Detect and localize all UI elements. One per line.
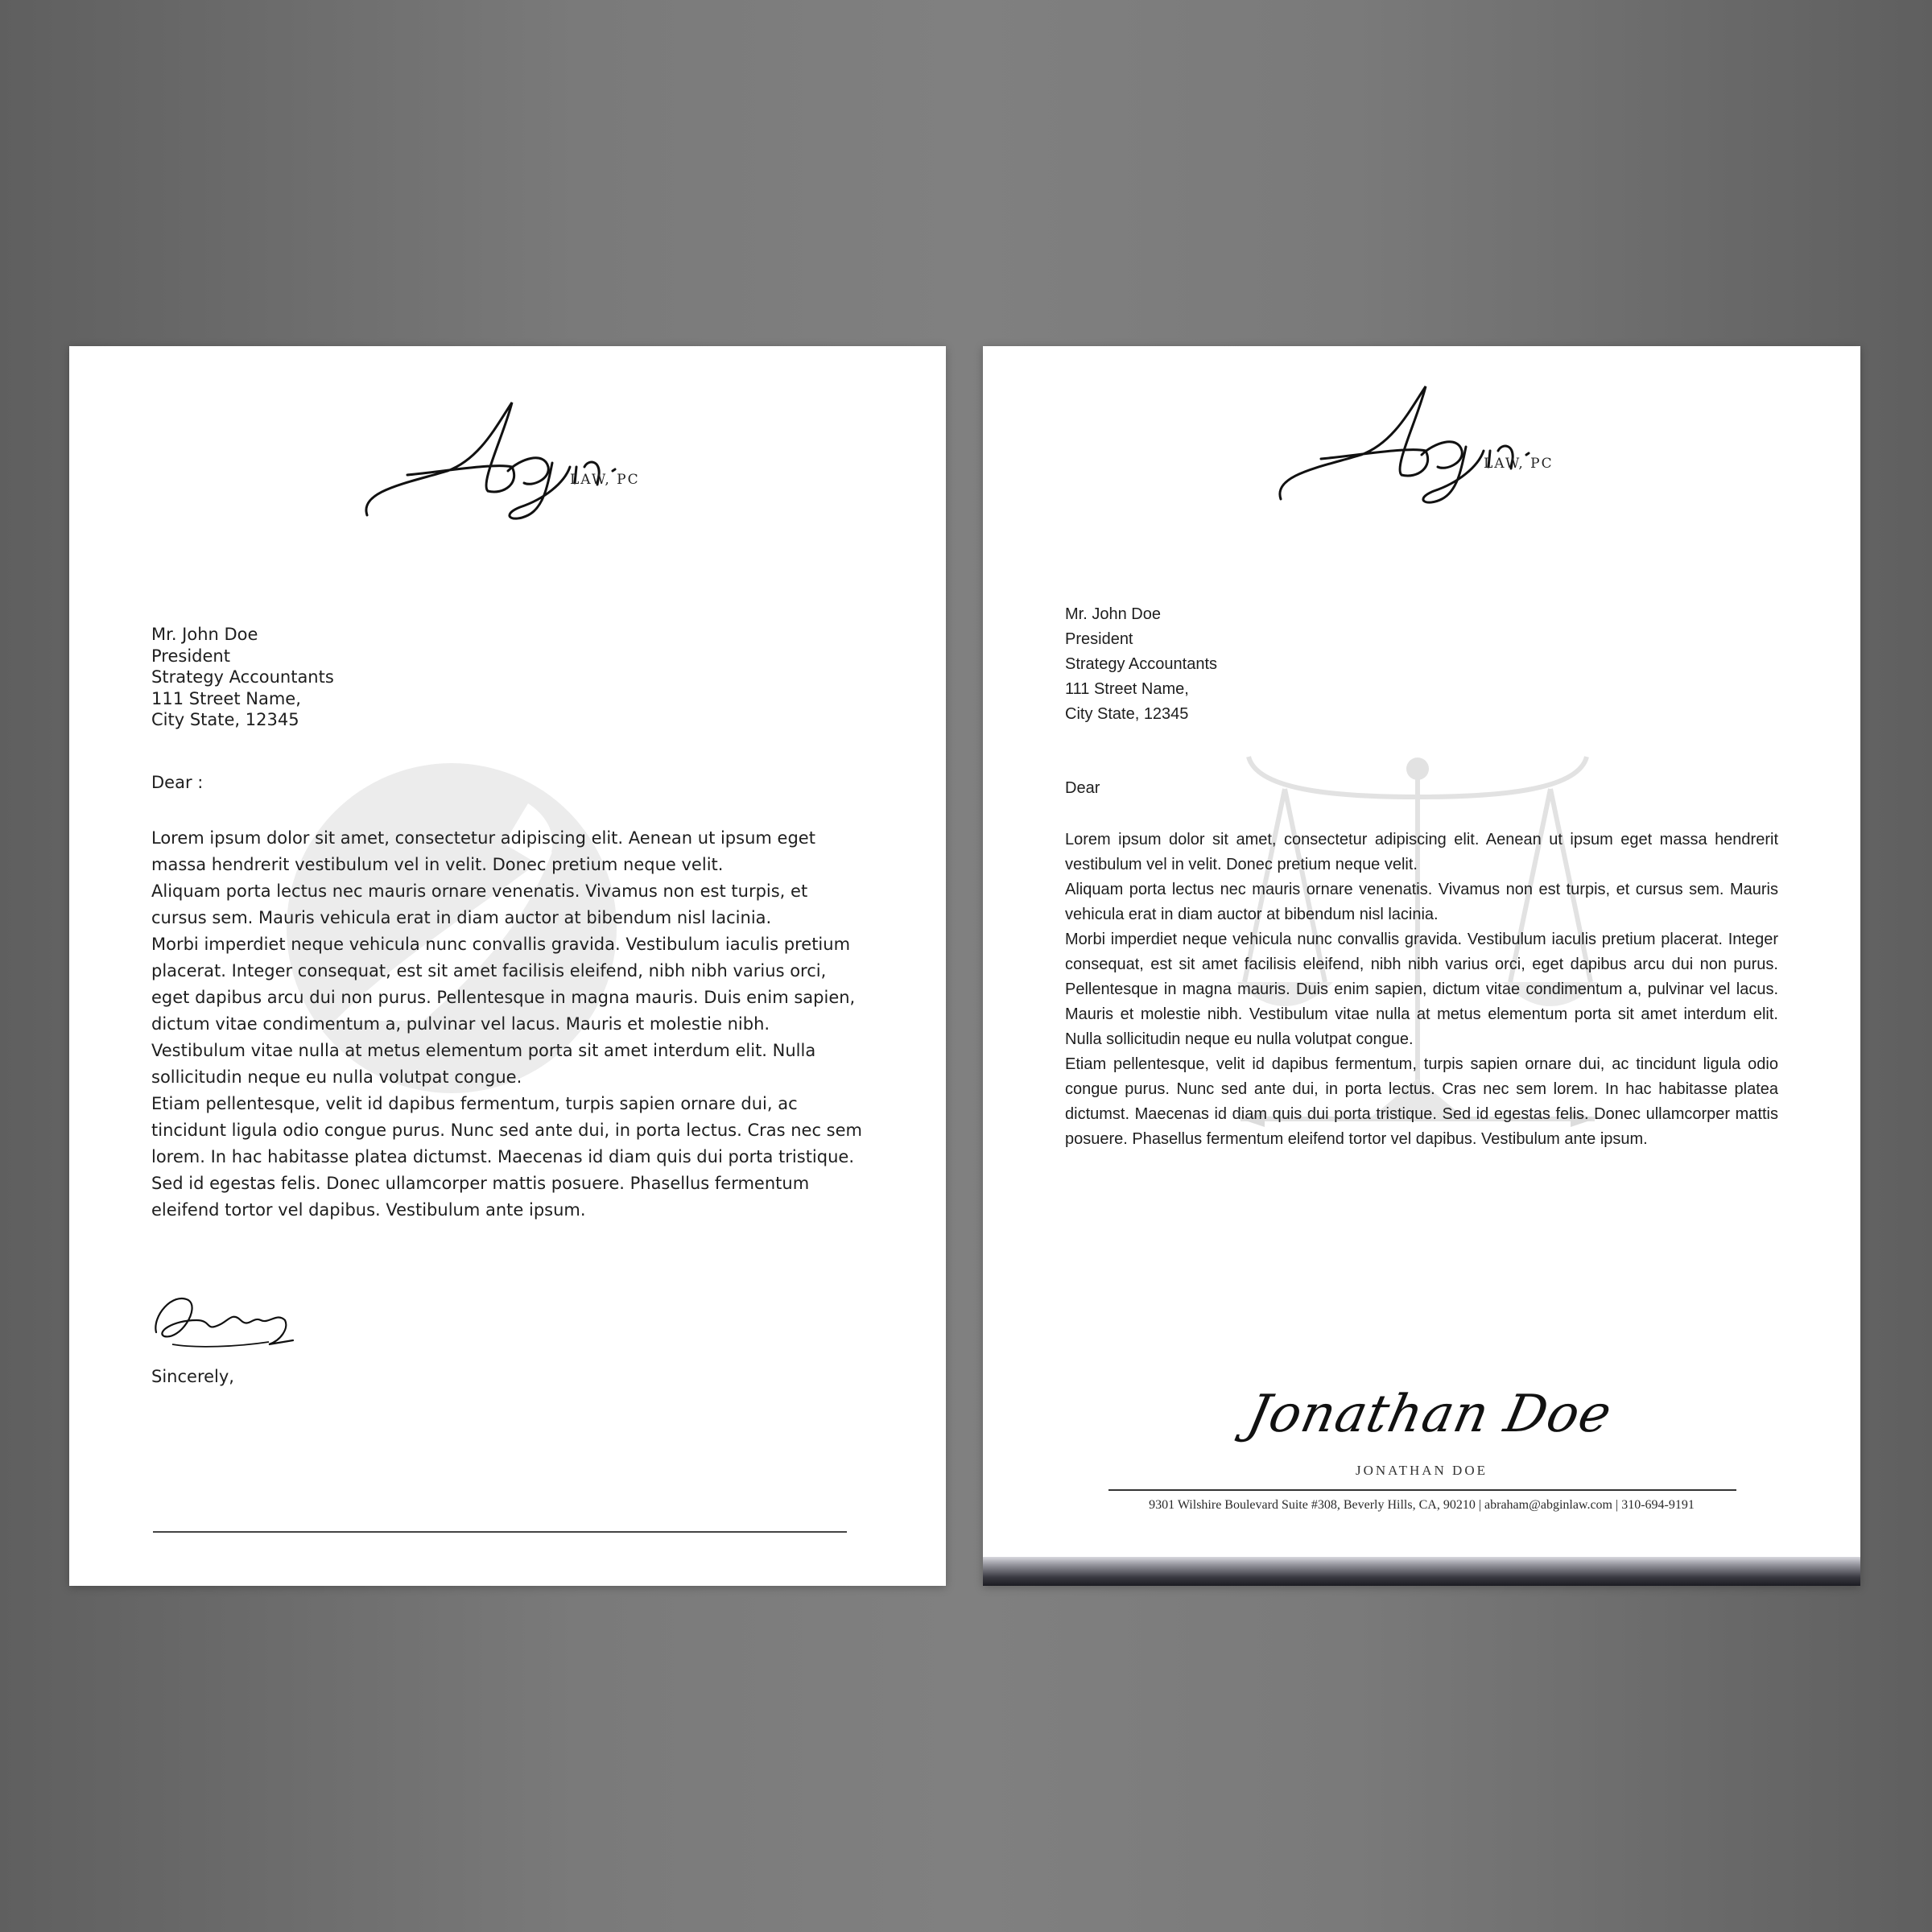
footer-divider bbox=[1108, 1489, 1736, 1491]
signature-script: Jonathan Doe bbox=[1242, 1385, 1617, 1444]
printed-name: JONATHAN DOE bbox=[1356, 1463, 1488, 1478]
firm-logo bbox=[1273, 378, 1635, 515]
recipient-address bbox=[1065, 602, 1217, 727]
body-paragraph: Etiam pellentesque, velit id dapibus fermentum, turpis sapien ornare dui, ac tincidunt ligula odio congue purus. Nunc sed ante dui, in porta lectus. Cras nec sem lorem. In hac habitasse platea dictumst. Maecenas id diam quis dui porta tristique. Sed id egestas felis. Donec ullamcorper mattis posuere. Phasellus fermentum eleifend tortor vel dapibus. Vestibulum ante ipsum. bbox=[151, 1094, 862, 1220]
body-paragraph: Lorem ipsum dolor sit amet, consectetur adipiscing elit. Aenean ut ipsum eget massa hendrerit vestibulum vel in velit. Donec pretium neque velit. bbox=[1065, 831, 1778, 873]
body-paragraph: Aliquam porta lectus nec mauris ornare venenatis. Vivamus non est turpis, et cursus sem. Mauris vehicula erat in diam auctor at bibendum nisl lacinia. bbox=[151, 881, 808, 927]
address-line: Strategy Accountants bbox=[1065, 655, 1218, 673]
address-line: Mr. John Doe bbox=[1065, 605, 1161, 623]
letter-body bbox=[1065, 828, 1778, 1152]
address-line: Mr. John Doe bbox=[151, 625, 258, 644]
recipient-address bbox=[151, 624, 334, 731]
salutation: Dear bbox=[1065, 779, 1100, 797]
firm-logo bbox=[359, 394, 721, 531]
body-paragraph: Morbi imperdiet neque vehicula nunc convallis gravida. Vestibulum iaculis pretium placerat. Integer consequat, est sit amet facilisis eleifend, nibh nibh varius orci, eget dapibus arcu dui non purus. Pellentesque in magna mauris. Duis enim sapien, dictum vitae condimentum a, pulvinar vel lacus. Mauris et molestie nibh. Vestibulum vitae nulla at metus elementum porta sit amet interdum elit. Nulla sollicitudin neque eu nulla volutpat congue. bbox=[1065, 931, 1778, 1048]
address-line: Strategy Accountants bbox=[151, 667, 334, 687]
address-line: 111 Street Name, bbox=[151, 688, 301, 708]
address-line: City State, 12345 bbox=[151, 710, 299, 729]
salutation: Dear : bbox=[151, 773, 204, 792]
address-line: President bbox=[151, 646, 230, 666]
closing: Sincerely, bbox=[151, 1367, 234, 1386]
handwritten-signature bbox=[148, 1284, 301, 1356]
address-line: 111 Street Name, bbox=[1065, 680, 1189, 698]
abgin-logo-signature bbox=[359, 394, 721, 531]
address-line: City State, 12345 bbox=[1065, 705, 1189, 723]
footer-divider bbox=[153, 1531, 847, 1533]
letterhead-page-left bbox=[69, 346, 946, 1586]
logo-subtitle: LAW, PC bbox=[1484, 456, 1554, 472]
letter-body bbox=[151, 825, 868, 1224]
body-paragraph: Morbi imperdiet neque vehicula nunc convallis gravida. Vestibulum iaculis pretium placerat. Integer consequat, est sit amet facilisis eleifend, nibh nibh varius orci, eget dapibus arcu dui non purus. Pellentesque in magna mauris. Duis enim sapien, dictum vitae condimentum a, pulvinar vel lacus. Mauris et molestie nibh. Vestibulum vitae nulla at metus elementum porta sit amet interdum elit. Nulla sollicitudin neque eu nulla volutpat congue. bbox=[151, 935, 856, 1087]
abgin-logo-signature bbox=[1273, 378, 1635, 515]
body-paragraph: Aliquam porta lectus nec mauris ornare venenatis. Vivamus non est turpis, et cursus sem. Mauris vehicula erat in diam auctor at bibendum nisl lacinia. bbox=[1065, 881, 1778, 923]
logo-subtitle: LAW, PC bbox=[570, 472, 640, 488]
letterhead-page-right bbox=[983, 346, 1860, 1586]
address-line: President bbox=[1065, 630, 1133, 648]
contact-line: 9301 Wilshire Boulevard Suite #308, Beverly Hills, CA, 90210 | abraham@abginlaw.com | 310-694-9191 bbox=[1149, 1498, 1695, 1512]
body-paragraph: Lorem ipsum dolor sit amet, consectetur adipiscing elit. Aenean ut ipsum eget massa hendrerit vestibulum vel in velit. Donec pretium neque velit. bbox=[151, 828, 815, 874]
footer-metallic-bar bbox=[983, 1557, 1860, 1586]
body-paragraph: Etiam pellentesque, velit id dapibus fermentum, turpis sapien ornare dui, ac tincidunt ligula odio congue purus. Nunc sed ante dui, in porta lectus. Cras nec sem lorem. In hac habitasse platea dictumst. Maecenas id diam quis dui porta tristique. Sed id egestas felis. Donec ullamcorper mattis posuere. Phasellus fermentum eleifend tortor vel dapibus. Vestibulum ante ipsum. bbox=[1065, 1055, 1778, 1148]
